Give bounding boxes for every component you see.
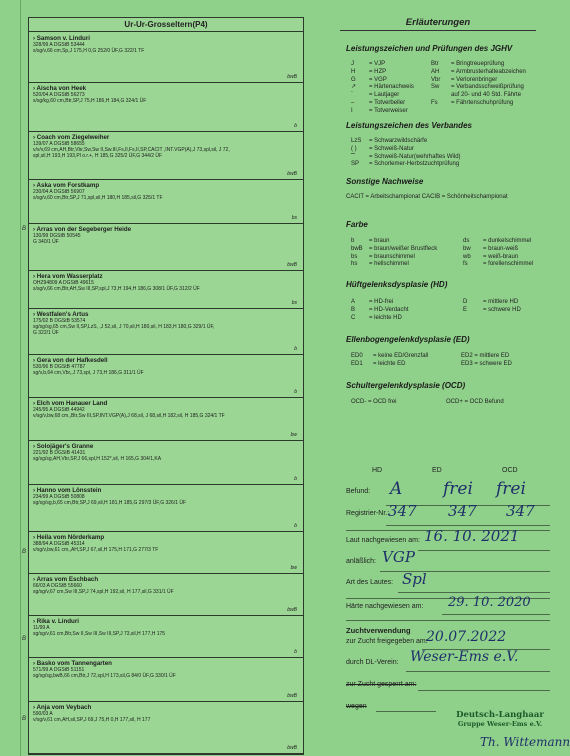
legend-cell: ED0 xyxy=(351,353,363,359)
legend-cell: SP xyxy=(351,161,360,168)
legend-cell: = Fährtenschuhprüfung xyxy=(451,99,514,106)
ancestor-name: › Anja vom Veybach xyxy=(33,704,92,711)
legend-cell: = hellschimmel xyxy=(369,261,409,268)
ancestor-name: › Aischa von Heek xyxy=(33,85,87,92)
ancestor-name: › Arras von der Segeberger Heide xyxy=(33,226,132,233)
legend-cell: = Schorlemer-Herbstzuchtprüfung xyxy=(369,161,460,168)
legend-cell: A xyxy=(351,299,356,305)
ancestor-details: s/sg/v,66 cm,Btr,AH,Sw III,SP,spl,J 73,H 194,H 186,G 308/1 ÜF,G 312/2 ÜF xyxy=(33,286,200,293)
ancestor-name: › Aska vom Forstkamp xyxy=(33,182,100,189)
legend-cell: bwB xyxy=(351,245,363,252)
ancestor-name: › Gera von der Hafkesdell xyxy=(33,357,108,364)
hd-section-title: Hüftgelenksdysplasie (HD) xyxy=(346,280,448,289)
legend-row xyxy=(351,108,551,116)
ancestor-name: › Coach vom Ziegelweiher xyxy=(33,134,110,141)
ancestor-details: sg/sg/v,61 cm,Btr,Sw II,Sw III,Sw III,SP,J 73,sil,H 177,H 175 xyxy=(33,631,166,638)
legend-cell: = leichte HD xyxy=(369,314,402,321)
reg-ocd: 347 xyxy=(506,502,535,520)
legend-cell: Fs xyxy=(431,99,438,106)
ancestor-details: sg/v,b,64 cm,Vbr,,J 73,spl, J 73,H 186,G 311/1 ÜF xyxy=(33,370,144,377)
legend-cell: b xyxy=(351,238,355,244)
ancestor-registration: 234/99 A DGStB 50808 xyxy=(33,494,85,500)
ancestor-color: b xyxy=(294,522,297,529)
legend-cell: = Armbrusterhalteabzeichen xyxy=(451,68,526,75)
ancestor-color: bs xyxy=(291,214,297,221)
verein-rule xyxy=(406,671,550,672)
legend-cell: = Verbandsschweißprüfung xyxy=(451,84,524,91)
legend-cell: = keine ED/Grenzfall xyxy=(373,353,429,359)
legend-row xyxy=(351,361,551,369)
ancestor-color: b xyxy=(294,122,297,129)
legend-cell: = VGP xyxy=(369,76,387,83)
ancestor-details: G 322/1 ÜF xyxy=(33,330,59,337)
ancestor-name: › Samson v. Linduri xyxy=(33,35,90,42)
edge-mark: B xyxy=(21,226,26,232)
ancestor-registration: 11/99 A xyxy=(33,625,50,631)
legend-cell: = braunschimmel xyxy=(369,253,415,260)
ancestor-details: s/sg/kg,60 cm,Btr,SP,J 75,H 186,H 184,G 324/1 ÜF xyxy=(33,98,147,105)
edge-mark: B xyxy=(21,636,26,642)
gesperrt-rule xyxy=(418,690,550,691)
laut-label: Laut nachgewiesen am: xyxy=(346,537,420,544)
legend-cell: hs xyxy=(351,261,358,268)
befund-ed: frei xyxy=(443,479,473,499)
legend-cell: = Schweiß-Natur xyxy=(369,145,414,152)
art-val: Spl xyxy=(402,570,427,588)
ancestor-color: bwB xyxy=(287,261,297,268)
ocd-frei: OCD- = OCD frei xyxy=(351,399,397,405)
haerte-label: Härte nachgewiesen am: xyxy=(346,603,424,610)
legend-cell: Btr xyxy=(431,61,439,67)
legend-cell: = schwere HD xyxy=(483,306,521,313)
legend-cell: = Totverweiser xyxy=(369,107,408,114)
ancestor-color: b xyxy=(294,388,297,395)
ancestor-entry xyxy=(29,441,303,485)
legend-cell: = Verlorenbringer xyxy=(451,76,498,83)
verein-label: durch DL-Verein: xyxy=(346,659,399,666)
ancestor-entry xyxy=(29,309,303,355)
ancestor-color: b xyxy=(294,475,297,482)
ancestor-registration: 221/92 B DGStB 41431 xyxy=(33,450,86,456)
hd-table xyxy=(351,299,553,322)
reg-hd: 347 xyxy=(388,502,417,520)
legend-cell: = Bringtreueprüfung xyxy=(451,61,505,67)
legend-cell: = Totverbeller xyxy=(369,99,406,106)
legend-row xyxy=(351,315,553,323)
legend-cell: = Härtenachweis xyxy=(369,84,414,91)
ancestor-details: G 340/1 ÜF xyxy=(33,239,59,246)
ancestor-entry xyxy=(29,180,303,224)
verband-section-title: Leistungszeichen des Verbandes xyxy=(346,121,472,130)
ocd-table xyxy=(351,399,504,407)
ancestor-registration: 66/03 A DGStB 55660 xyxy=(33,583,82,589)
ancestor-color: bw xyxy=(290,431,297,438)
ancestor-color: bwB xyxy=(287,692,297,699)
ancestor-entry xyxy=(29,355,303,398)
ancestor-registration: 571/99 A DGStB 51151 xyxy=(33,667,85,673)
zucht-frei-date: 20.07.2022 xyxy=(426,629,507,645)
legend-row xyxy=(351,154,529,162)
legend-cell: ↗ xyxy=(351,84,357,91)
ancestor-details: sg/sg/sg,bwB,66 cm,Btr,J 72,spl,H 173,sil,G 84/0 ÜF,G 330/1 ÜF xyxy=(33,673,176,680)
art-rule xyxy=(398,592,550,593)
wegen-label: wegen xyxy=(346,703,367,710)
ancestors-panel xyxy=(28,17,304,755)
jghv-section-title: Leistungszeichen und Prüfungen des JGHV xyxy=(346,44,513,53)
legend-cell: = weiß-braun xyxy=(483,253,519,260)
ancestor-registration: 520/04 A DGStB 56273 xyxy=(33,92,85,98)
reg-rule xyxy=(386,525,550,526)
haerte-rule xyxy=(442,614,550,615)
verein-val: Weser-Ems e.V. xyxy=(410,649,519,665)
ancestor-name: › Elch vom Hanauer Land xyxy=(33,400,108,407)
ancestor-name: › Solojäger's Granne xyxy=(33,443,94,450)
ancestor-registration: 328/99 A DGStB 53444 xyxy=(33,42,85,48)
legend-cell: D xyxy=(463,299,468,305)
ancestor-color: b xyxy=(294,648,297,655)
legend-cell: bs xyxy=(351,253,358,260)
legend-cell xyxy=(431,92,451,100)
laut-rule xyxy=(418,550,550,551)
legend-cell: = forellenschimmel xyxy=(483,261,534,268)
legend-cell: J xyxy=(351,61,354,67)
ancestors-title: Ur-Ur-Grosseltern(P4) xyxy=(29,18,303,32)
legend-row xyxy=(351,69,551,77)
legend-cell: ED2 = mittlere ED xyxy=(461,353,510,359)
ancestor-name: › Heila vom Nörderkamp xyxy=(33,534,105,541)
ancestor-color: bwB xyxy=(287,170,297,177)
edge-mark: B xyxy=(21,549,26,555)
sonstige-row: CACIT = Arbeitschampionat CACIB = Schönheitschampionat xyxy=(346,194,508,200)
farbe-table xyxy=(351,238,553,269)
ancestor-details: sg/sg/v,67 cm,Sw III,SP,J 74,spl,H 192,sil, H 177,sil,G 331/1 ÜF xyxy=(33,589,174,596)
legend-cell: ( ) xyxy=(351,145,357,152)
legend-row xyxy=(351,238,553,246)
anlass-label: anläßlich: xyxy=(346,558,376,565)
ancestor-color: b xyxy=(294,345,297,352)
legend-cell: = braun/weißer Brustfleck xyxy=(369,245,438,252)
legend-cell: AH xyxy=(431,68,440,75)
ancestor-details: sg/sg/sg,AH,Vbr,SP,J 66,spl,H 152*,sil, H 165,G 304/1,KA xyxy=(33,456,162,463)
legend-cell: wb xyxy=(463,253,471,260)
befund-ocd: frei xyxy=(496,479,526,499)
farbe-section-title: Farbe xyxy=(346,220,368,229)
ancestor-entry xyxy=(29,224,303,271)
ancestor-registration: OHZ94809 A DGStB 49615 xyxy=(33,280,94,286)
ancestor-color: bwB xyxy=(287,606,297,613)
art-label: Art des Lautes: xyxy=(346,579,394,586)
legend-cell: = HD-Verdacht xyxy=(369,306,409,313)
ancestor-registration: 139/07 A DGStB 58655 xyxy=(33,141,85,147)
legend-cell: Vbr xyxy=(431,76,441,83)
legend-cell: – xyxy=(351,99,355,106)
ed-table xyxy=(351,353,551,369)
col-ed: ED xyxy=(432,467,442,474)
ancestor-details: s/sg/v,60 cm,Btr,SP,J 71,spl,sil,H 180,H 185,sil,G 325/1 TF xyxy=(33,195,163,202)
legend-cell: fs xyxy=(463,261,468,268)
jghv-table xyxy=(351,61,551,116)
ancestor-name: › Arras vom Eschbach xyxy=(33,576,99,583)
stamp-line-2: Gruppe Weser-Ems e.V. xyxy=(457,720,543,728)
ancestor-registration: 130/99 DGStB 50545 xyxy=(33,233,81,239)
legend-row xyxy=(351,77,551,85)
ancestor-registration: 175/02 B DGStB 53574 xyxy=(33,318,86,324)
legend-cell: = dunkelschimmel xyxy=(483,238,532,244)
ancestor-color: bw xyxy=(290,564,297,571)
ancestor-details: v/sg/v,bw,61 cm,,AH,SP,J 67,sil,H 175,H 171,G 277/3 TF xyxy=(33,547,159,554)
legend-cell: ds xyxy=(463,238,470,244)
ancestor-name: › Westfalen's Artus xyxy=(33,311,89,318)
legend-row xyxy=(351,161,529,169)
legend-row xyxy=(351,353,551,361)
legend-row xyxy=(351,100,551,108)
legend-cell: G xyxy=(351,76,356,83)
ancestor-details: v/sg/v,bw,68 cm,,Btr,Sw III,SP,INT.VGP(A),J 68,sil, J 68,sil,H 182,sil, H 185,G 324/1 TF xyxy=(33,413,225,420)
legend-cell: = HZP xyxy=(369,68,387,75)
legend-cell: I xyxy=(351,107,353,114)
ancestor-name: › Hanno vom Lönsstein xyxy=(33,487,102,494)
legend-cell: Sw xyxy=(431,84,440,91)
sonstige-text xyxy=(346,194,508,202)
ocd-befund: OCD+ = OCD Befund xyxy=(446,399,504,405)
legend-heading: Erläuterungen xyxy=(340,17,536,31)
befund-hd: A xyxy=(390,479,403,499)
ancestor-entry xyxy=(29,398,303,441)
legend-row xyxy=(351,146,529,154)
zucht-heading: Zuchtverwendung xyxy=(346,626,411,635)
ancestor-entry xyxy=(29,532,303,574)
ancestor-entry xyxy=(29,132,303,180)
verband-table xyxy=(351,138,529,169)
legend-row xyxy=(351,254,553,262)
sonstige-section-title: Sonstige Nachweise xyxy=(346,177,424,186)
ancestor-details: v/v/v,69 cm,AH,Btr,Vbr,Sw,Sw II,Sw.III,Fs,Il,Fs,II,SP,CACIT ,INT.VGP(A),J 73,spl,sil, J 72, xyxy=(33,147,230,154)
laut-date: 16. 10. 2021 xyxy=(424,527,520,545)
reg-ed: 347 xyxy=(448,502,477,520)
ancestor-registration: 230/04 A DGStB 56907 xyxy=(33,189,85,195)
ancestor-entry xyxy=(29,574,303,616)
club-stamp xyxy=(450,711,550,729)
legend-row xyxy=(351,261,553,269)
legend-row xyxy=(351,246,553,254)
legend-cell: H xyxy=(351,68,356,75)
stamp-line-1: Deutsch-Langhaar xyxy=(456,710,544,720)
gesperrt-label: zur Zucht gesperrt am: xyxy=(346,681,417,688)
legend-row xyxy=(351,138,529,146)
ancestor-registration: 590/03 A xyxy=(33,711,53,717)
ancestor-entry xyxy=(29,271,303,309)
ocd-section-title: Schultergelenkdysplasie (OCD) xyxy=(346,381,466,390)
ancestor-entry xyxy=(29,485,303,532)
edge-mark: B xyxy=(21,716,26,722)
ancestor-entry xyxy=(29,702,303,754)
ancestor-registration: 245/95 A DGStB 44942 xyxy=(33,407,85,413)
legend-cell: = leichte ED xyxy=(373,360,406,367)
ancestor-entry xyxy=(29,658,303,702)
signature: Th. Wittemann xyxy=(480,735,570,749)
befund-label: Befund: xyxy=(346,488,371,495)
legend-row xyxy=(351,84,551,92)
legend-row xyxy=(351,92,551,100)
legend-cell: = Schweiß-Natur(wehrhaftes Wild) xyxy=(369,153,461,160)
ancestor-color: bwB xyxy=(287,744,297,751)
zucht-frei-label: zur Zucht freigegeben am: xyxy=(346,638,428,645)
ancestor-entry xyxy=(29,616,303,658)
wegen-rule xyxy=(376,711,436,712)
legend-cell: = HD-frei xyxy=(369,299,394,305)
legend-row xyxy=(351,61,551,69)
legend-cell: C xyxy=(351,314,356,321)
ancestor-registration: 388/94 A DGStB 45314 xyxy=(33,541,85,547)
legend-cell xyxy=(451,108,551,116)
legend-cell xyxy=(483,315,553,323)
col-ocd: OCD xyxy=(502,467,518,474)
legend-cell: = braun xyxy=(369,238,390,244)
haerte-date: 29. 10. 2020 xyxy=(448,595,531,610)
legend-cell: bw xyxy=(463,245,471,252)
legend-row xyxy=(351,299,553,307)
ancestor-name: › Hera vom Wasserplatz xyxy=(33,273,103,280)
ancestor-color: bwB xyxy=(287,73,297,80)
ancestor-registration: 530/96 B DGStB 47787 xyxy=(33,364,86,370)
legend-cell: E xyxy=(463,306,468,313)
ancestor-entry xyxy=(29,83,303,132)
legend-cell: B xyxy=(351,306,356,313)
legend-cell: = Lautjager xyxy=(369,92,400,99)
ancestor-color: bs xyxy=(291,299,297,306)
ancestor-details: sg/sg/sg,65 cm,Sw II,SP,LzS, ,J 52,sil, J 70,sil,H 180,sil, H 183,H 180,G 329/1 ÜF, xyxy=(33,324,215,331)
ancestor-name: › Basko vom Tannengarten xyxy=(33,660,112,667)
legend-cell: ED3 = schwere ED xyxy=(461,360,512,367)
ancestor-details: spl,sil,H 193,H 193,Pl o.r.+, H 185,G 325/2 ÜF,G 344/2 ÜF xyxy=(33,153,163,160)
legend-row xyxy=(351,307,553,315)
legend-cell: ED1 xyxy=(351,360,363,367)
legend-cell: ` xyxy=(351,92,353,99)
legend-cell xyxy=(431,108,451,116)
ancestor-entry xyxy=(29,33,303,83)
legend-panel xyxy=(306,17,550,756)
legend-cell: = Schwarzwildschärfe xyxy=(369,138,428,144)
legend-cell: ˜˜ xyxy=(351,153,355,160)
legend-cell: = VJP xyxy=(369,61,386,67)
ed-section-title: Ellenbogengelenkdysplasie (ED) xyxy=(346,335,470,344)
ancestor-details: v/sg/v,61 cm,AH,sil,SP,J 69,J 75,H 0,H 177,sil, H 177 xyxy=(33,717,151,724)
sep-rule-3 xyxy=(346,620,550,621)
legend-cell: LzS xyxy=(351,138,362,144)
legend-cell xyxy=(463,315,483,323)
legend-cell: = braun-weiß xyxy=(483,245,519,252)
ancestor-name: › Rika v. Linduri xyxy=(33,618,79,625)
legend-cell: auf 20- und 40 Std. Fährte xyxy=(451,92,522,99)
ancestor-details: sg/sg/sg,b,65 cm,Btr,SP,J 69,sil,H 181,H 185,G 297/3 ÜF,G 326/1 ÜF xyxy=(33,500,187,507)
reg-label: Registrier-Nr.: xyxy=(346,510,390,517)
col-hd: HD xyxy=(372,467,383,474)
anlass-val: VGP xyxy=(382,548,415,566)
ancestor-details: s/sg/v,66 cm,Sp,J 175,H 0,G 252/0 ÜF,G 322/1 TF xyxy=(33,48,145,55)
legend-cell: = mittlere HD xyxy=(483,299,519,305)
